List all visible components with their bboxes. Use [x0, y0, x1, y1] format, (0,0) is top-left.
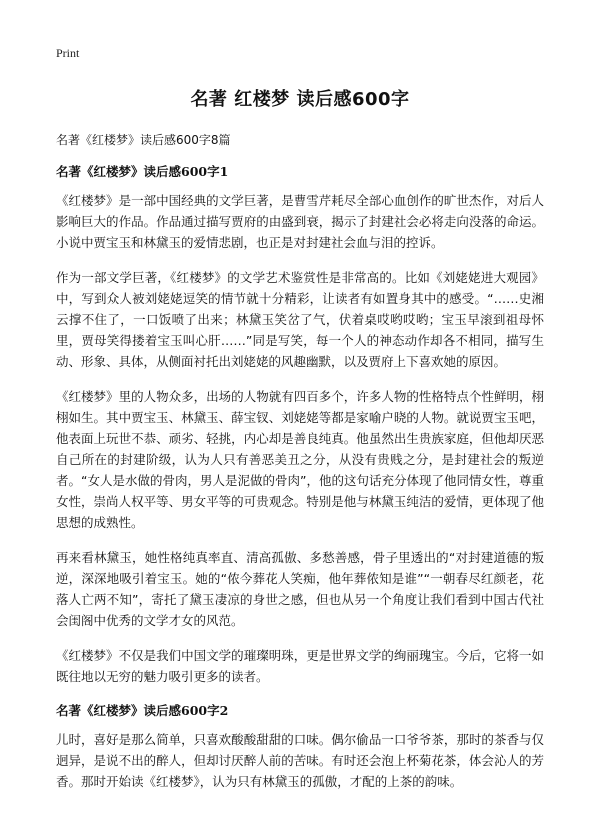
section-1-paragraph: 再来看林黛玉，她性格纯真率直、清高孤傲、多愁善感，骨子里透出的“对封建道德的叛逆，深深地吸引着宝玉。她的“侬今葬花人笑痴，他年葬侬知是谁”“一朝春尽红颜老，花落人亡两不知”，寄托了黛玉凄凉的身世之感，但也从另一个角度让我们看到中国古代社会闺阁中优秀的文学才女的风范。 [56, 550, 544, 628]
document-title: 名著 红楼梦 读后感600字 [190, 89, 410, 110]
section-1-paragraph: 《红楼梦》不仅是我们中国文学的璀璨明珠，更是世界文学的绚丽瑰宝。今后，它将一如既往地以无穷的魅力吸引更多的读者。 [56, 648, 544, 684]
section-heading-2: 名著《红楼梦》读后感600字2 [56, 703, 229, 718]
section-heading-1: 名著《红楼梦》读后感600字1 [56, 164, 229, 179]
print-label[interactable]: Print [56, 46, 80, 60]
section-1-paragraph: 作为一部文学巨著，《红楼梦》的文学艺术鉴赏性是非常高的。比如《刘姥姥进大观园》中，写到众人被刘姥姥逗笑的情节就十分精彩，让读者有如置身其中的感受。“……史湘云撑不住了，一口饭喷了出来；林黛玉笑岔了气，伏着桌哎哟哎哟；宝玉早滚到祖母怀里，贾母笑得搂着宝玉叫心肝……”同是写笑，每一个人的神态动作却各不相同，描写生动、形象、具体，从侧面衬托出刘姥姥的风趣幽默，以及贾府上下喜欢她的原因。 [56, 270, 544, 369]
section-2-paragraph: 儿时，喜好是那么简单，只喜欢酸酸甜甜的口味。偶尔偷品一口爷爷茶，那时的茶香与仅迥异，是说不出的醉人，但却讨厌醉人前的苦味。有时还会泡上杯菊花茶，体会沁人的芳香。那时开始读《红楼梦》，认为只有林黛玉的孤傲，才配的上茶的韵味。 [56, 732, 544, 789]
document-subtitle: 名著《红楼梦》读后感600字8篇 [56, 133, 231, 147]
section-1-paragraph: 《红楼梦》里的人物众多，出场的人物就有四百多个，许多人物的性格特点个性鲜明，栩栩如生。其中贾宝玉、林黛玉、薛宝钗、刘姥姥等都是家喻户晓的人物。就说贾宝玉吧，他表面上玩世不恭、顽劣、轻挑，内心却是善良纯真。他虽然出生贵族家庭，但他却厌恶自己所在的封建阶级，认为人只有善恶美丑之分，从没有贵贱之分，是封建社会的叛逆者。“女人是水做的骨肉，男人是泥做的骨肉”，他的这句话充分体现了他同情女性，尊重女性，崇尚人权平等、男女平等的可贵观念。特别是他与林黛玉纯洁的爱情，更体现了他思想的成熟性。 [56, 389, 544, 530]
section-1-paragraph: 《红楼梦》是一部中国经典的文学巨著，是曹雪芹耗尽全部心血创作的旷世杰作，对后人影响巨大的作品。作品通过描写贾府的由盛到衰，揭示了封建社会必将走向没落的命运。小说中贾宝玉和林黛玉的爱情悲剧，也正是对封建社会血与泪的控诉。 [56, 193, 544, 250]
